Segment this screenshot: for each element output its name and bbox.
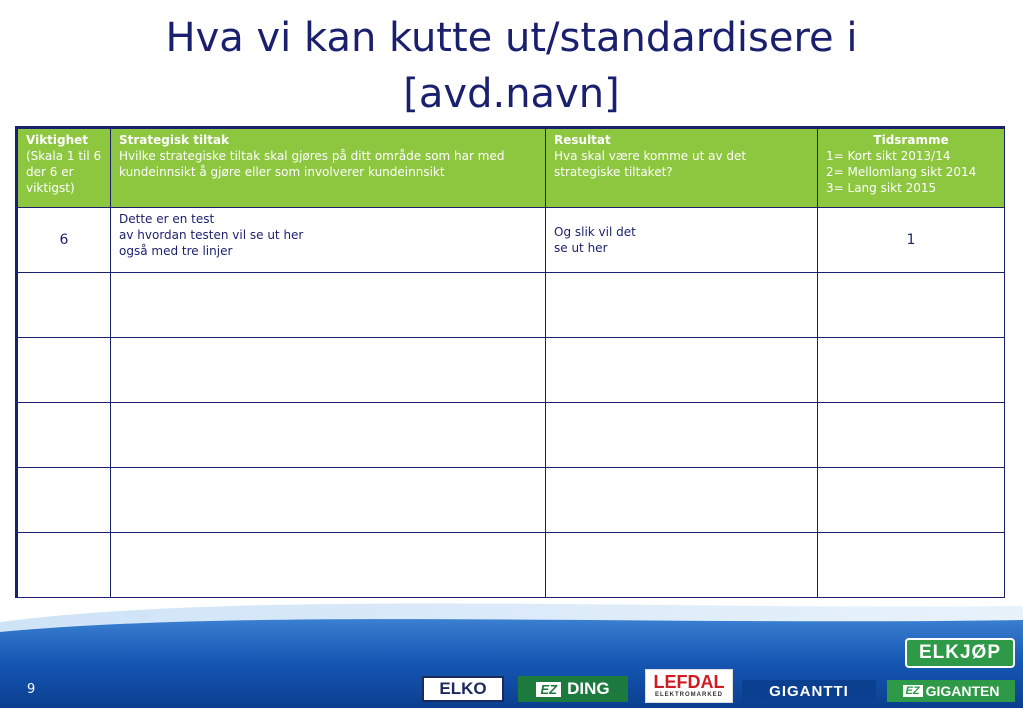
header-label: Resultat (554, 133, 611, 147)
lefdal-logo-text: LEFDAL (653, 672, 725, 692)
header-desc: (Skala 1 til 6 der 6 er viktigst) (26, 149, 102, 195)
cell-result[interactable] (546, 468, 818, 533)
header-desc: 1= Kort sikt 2013/14 2= Mellomlang sikt 2014 3= Lang sikt 2015 (826, 149, 977, 195)
cell-strategic-action[interactable] (111, 338, 546, 403)
strategy-table (15, 126, 1005, 598)
header-strategic-action (111, 128, 546, 208)
header-label: Tidsramme (873, 133, 949, 147)
header-desc: Hva skal være komme ut av det strategiske tiltaket? (554, 149, 747, 179)
table-row (17, 338, 1005, 403)
slide-title-line2: [avd.navn] (403, 71, 620, 117)
cell-importance[interactable] (17, 403, 111, 468)
cell-result[interactable] (546, 273, 818, 338)
header-result (546, 128, 818, 208)
lefdal-logo (645, 669, 733, 703)
header-timeframe (818, 128, 1005, 208)
elko-logo (422, 676, 504, 702)
ding-logo-text: DING (567, 679, 610, 698)
page-number: 9 (27, 682, 36, 697)
table-row (17, 208, 1005, 273)
cell-strategic-action[interactable] (111, 403, 546, 468)
gigantti-logo-text: GIGANTTI (769, 682, 849, 700)
giganten-ez-mark: EZ (903, 685, 923, 697)
cell-importance[interactable] (17, 273, 111, 338)
header-label: Viktighet (26, 133, 89, 147)
cell-importance[interactable] (17, 533, 111, 598)
cell-result[interactable] (546, 533, 818, 598)
cell-importance[interactable]: 6 (17, 208, 111, 273)
cell-timeframe[interactable]: 1 (818, 208, 1005, 273)
cell-strategic-action[interactable]: Dette er en test av hvordan testen vil se ut her også med tre linjer (111, 208, 546, 273)
lefdal-logo-subtext: ELEKTROMARKED (655, 692, 723, 698)
giganten-logo (887, 680, 1015, 702)
cell-result[interactable] (546, 338, 818, 403)
cell-timeframe[interactable] (818, 403, 1005, 468)
ding-ez-mark: EZ (536, 682, 561, 697)
slide-title-line1: Hva vi kan kutte ut/standardisere i (165, 15, 858, 61)
gigantti-logo (742, 680, 876, 702)
cell-importance[interactable] (17, 468, 111, 533)
elkjop-logo-text: ELKJØP (918, 642, 1002, 663)
elko-logo-text: ELKO (439, 679, 487, 698)
cell-strategic-action[interactable] (111, 468, 546, 533)
header-importance (17, 128, 111, 208)
table-header-row (17, 128, 1005, 208)
cell-result[interactable]: Og slik vil det se ut her (546, 208, 818, 273)
table-row (17, 403, 1005, 468)
cell-importance[interactable] (17, 338, 111, 403)
ding-logo (518, 676, 628, 702)
slide-title (0, 10, 1023, 122)
cell-timeframe[interactable] (818, 338, 1005, 403)
header-desc: Hvilke strategiske tiltak skal gjøres på ditt område som har med kundeinnsikt å gjøre eller som involverer kundeinnsikt (119, 149, 505, 179)
giganten-logo-text: GIGANTEN (925, 683, 1000, 699)
table-row (17, 273, 1005, 338)
cell-strategic-action[interactable] (111, 273, 546, 338)
cell-timeframe[interactable] (818, 273, 1005, 338)
cell-result[interactable] (546, 403, 818, 468)
header-label: Strategisk tiltak (119, 133, 230, 147)
table-row (17, 533, 1005, 598)
cell-timeframe[interactable] (818, 468, 1005, 533)
table-row (17, 468, 1005, 533)
cell-timeframe[interactable] (818, 533, 1005, 598)
elkjop-logo (905, 638, 1015, 668)
cell-strategic-action[interactable] (111, 533, 546, 598)
